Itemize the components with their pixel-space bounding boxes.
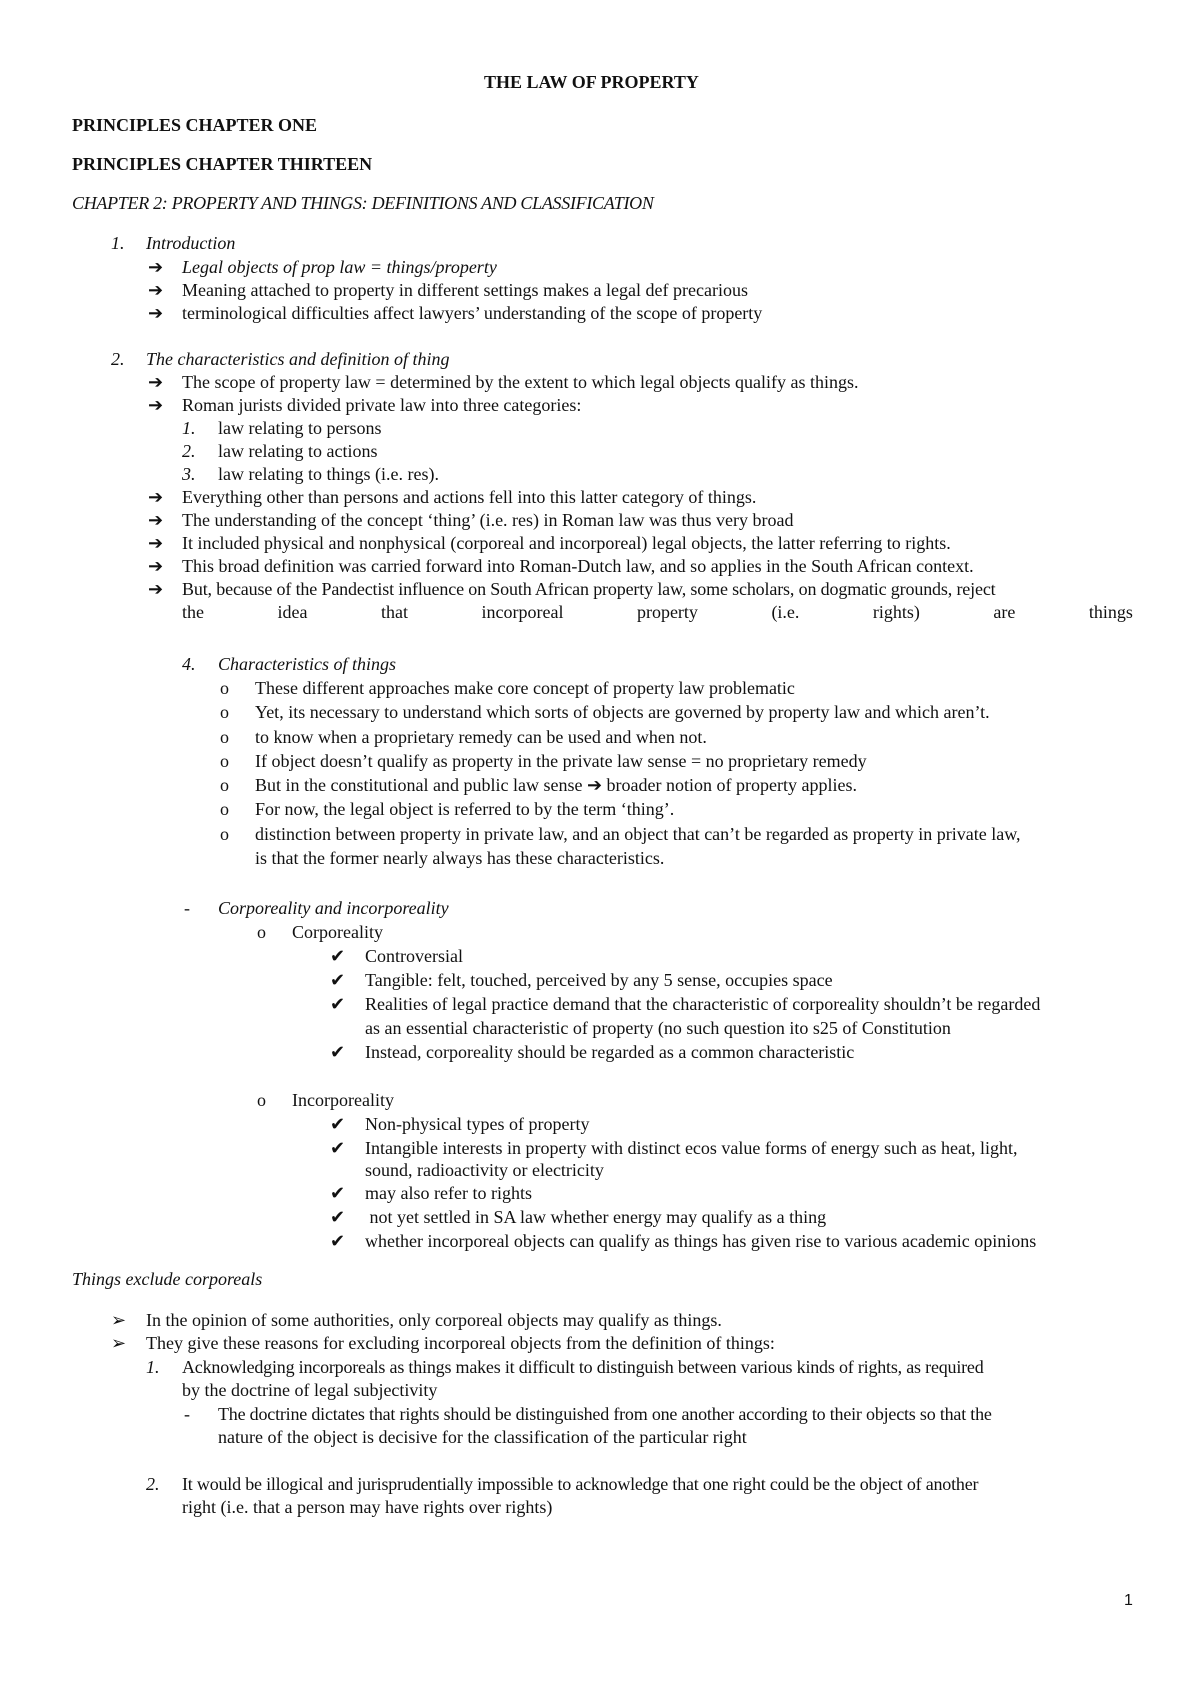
sub-number: 1. — [182, 418, 196, 438]
list-item: But, because of the Pandectist influence on South African property law, some scholars, on dogmatic grounds, reject — [182, 579, 996, 599]
list-item: to know when a proprietary remedy can be used and when not. — [255, 727, 707, 747]
sub-list-item: law relating to things (i.e. res). — [218, 464, 439, 484]
circle-bullet-icon: o — [220, 727, 229, 747]
check-bullet-icon: ✔ — [330, 1138, 346, 1158]
list-item-continuation: is that the former nearly always has these characteristics. — [255, 848, 665, 868]
heading-principles-chapter-one: PRINCIPLES CHAPTER ONE — [72, 115, 318, 135]
check-bullet-icon: ✔ — [330, 1183, 346, 1203]
list-item — [255, 773, 857, 797]
list-item: distinction between property in private law, and an object that can’t be regarded as property in private law, — [255, 824, 1021, 844]
section-title-characteristics-of-things: Characteristics of things — [218, 654, 397, 674]
arrow-bullet-icon: ➔ — [148, 280, 164, 300]
list-item: Controversial — [365, 946, 463, 966]
list-item: For now, the legal object is referred to by the term ‘thing’. — [255, 799, 675, 819]
sub-list-item: law relating to persons — [218, 418, 382, 438]
arrow-icon: ➔ — [586, 775, 603, 795]
check-bullet-icon: ✔ — [330, 970, 346, 990]
circle-bullet-icon: o — [257, 922, 266, 942]
check-bullet-icon: ✔ — [330, 946, 346, 966]
circle-bullet-icon: o — [220, 775, 229, 795]
list-item: The understanding of the concept ‘thing’ (i.e. res) in Roman law was thus very broad — [182, 510, 794, 530]
page-number: 1 — [1124, 1592, 1133, 1609]
list-item-continuation: sound, radioactivity or electricity — [365, 1160, 604, 1180]
reason-number: 1. — [146, 1357, 160, 1377]
list-item: Tangible: felt, touched, perceived by any 5 sense, occupies space — [365, 970, 833, 990]
word: property — [636, 602, 698, 622]
word: things — [1088, 602, 1133, 622]
section-title-characteristics-definition: The characteristics and definition of thing — [146, 349, 450, 369]
list-item: This broad definition was carried forward into Roman-Dutch law, and so applies in the South African context. — [182, 556, 974, 576]
reason-text: Acknowledging incorporeals as things makes it difficult to distinguish between various kinds of rights, as required — [182, 1357, 984, 1377]
list-item: The scope of property law = determined by the extent to which legal objects qualify as things. — [182, 372, 859, 392]
circle-bullet-icon: o — [220, 702, 229, 722]
section-title-introduction: Introduction — [146, 233, 236, 253]
sub-heading-corporeality: Corporeality — [292, 922, 383, 942]
heading-principles-chapter-thirteen: PRINCIPLES CHAPTER THIRTEEN — [72, 154, 373, 174]
circle-bullet-icon: o — [220, 751, 229, 771]
list-item: whether incorporeal objects can qualify as things has given rise to various academic opinions — [365, 1231, 1037, 1251]
sub-number: 3. — [182, 464, 196, 484]
triangle-bullet-icon: ➢ — [111, 1333, 127, 1353]
list-item: These different approaches make core concept of property law problematic — [255, 678, 795, 698]
arrow-bullet-icon: ➔ — [148, 533, 164, 553]
arrow-bullet-icon: ➔ — [148, 579, 164, 599]
document-title: THE LAW OF PROPERTY — [484, 72, 699, 92]
list-item: not yet settled in SA law whether energy may qualify as a thing — [365, 1207, 827, 1227]
sub-heading-incorporeality: Incorporeality — [292, 1090, 394, 1110]
circle-bullet-icon: o — [220, 824, 229, 844]
list-item: Intangible interests in property with distinct ecos value forms of energy such as heat, light, — [365, 1138, 1018, 1158]
circle-bullet-icon: o — [220, 678, 229, 698]
list-item: It included physical and nonphysical (corporeal and incorporeal) legal objects, the latter referring to rights. — [182, 533, 951, 553]
word: that — [380, 602, 408, 622]
list-item: If object doesn’t qualify as property in the private law sense = no proprietary remedy — [255, 751, 867, 771]
list-item: They give these reasons for excluding incorporeal objects from the definition of things: — [146, 1333, 775, 1353]
word: incorporeal — [481, 602, 564, 622]
list-item-continuation: as an essential characteristic of property (no such question ito s25 of Constitution — [365, 1018, 951, 1038]
dash-bullet: - — [184, 1404, 190, 1424]
list-item: Non-physical types of property — [365, 1114, 590, 1134]
arrow-bullet-icon: ➔ — [148, 257, 164, 277]
justified-line — [182, 600, 1133, 624]
list-item: Legal objects of prop law = things/property — [182, 257, 497, 277]
reason-text-continuation: by the doctrine of legal subjectivity — [182, 1380, 438, 1400]
word: (i.e. — [771, 602, 800, 622]
list-item: Realities of legal practice demand that the characteristic of corporeality shouldn’t be regarded — [365, 994, 1041, 1014]
chapter-heading: CHAPTER 2: PROPERTY AND THINGS: DEFINITIONS AND CLASSIFICATION — [72, 193, 654, 213]
sub-list-item: law relating to actions — [218, 441, 378, 461]
arrow-bullet-icon: ➔ — [148, 372, 164, 392]
list-item: Roman jurists divided private law into three categories: — [182, 395, 582, 415]
arrow-bullet-icon: ➔ — [148, 395, 164, 415]
list-item: terminological difficulties affect lawyers’ understanding of the scope of property — [182, 303, 763, 323]
reason-number: 2. — [146, 1474, 160, 1494]
arrow-bullet-icon: ➔ — [148, 510, 164, 530]
list-item-text: But in the constitutional and public law sense — [255, 775, 583, 795]
sub-reason-text: The doctrine dictates that rights should be distinguished from one another according to their objects so that the — [218, 1404, 992, 1424]
list-item: Everything other than persons and actions fell into this latter category of things. — [182, 487, 757, 507]
check-bullet-icon: ✔ — [330, 1207, 346, 1227]
circle-bullet-icon: o — [220, 799, 229, 819]
section-number: 2. — [111, 349, 125, 369]
sub-reason-text-continuation: nature of the object is decisive for the classification of the particular right — [218, 1427, 747, 1447]
arrow-bullet-icon: ➔ — [148, 487, 164, 507]
check-bullet-icon: ✔ — [330, 1114, 346, 1134]
list-item: Instead, corporeality should be regarded as a common characteristic — [365, 1042, 855, 1062]
triangle-bullet-icon: ➢ — [111, 1310, 127, 1330]
sub-number: 2. — [182, 441, 196, 461]
section-number: 4. — [182, 654, 196, 674]
list-item-text-cont: broader notion of property applies. — [606, 775, 857, 795]
check-bullet-icon: ✔ — [330, 994, 346, 1014]
arrow-bullet-icon: ➔ — [148, 303, 164, 323]
dash-bullet: - — [184, 898, 190, 918]
list-item: Meaning attached to property in different settings makes a legal def precarious — [182, 280, 748, 300]
reason-text-continuation: right (i.e. that a person may have rights over rights) — [182, 1497, 553, 1517]
arrow-bullet-icon: ➔ — [148, 556, 164, 576]
word: idea — [277, 602, 308, 622]
subsection-title-corporeality: Corporeality and incorporeality — [218, 898, 449, 918]
list-item: Yet, its necessary to understand which sorts of objects are governed by property law and which aren’t. — [255, 702, 990, 722]
check-bullet-icon: ✔ — [330, 1042, 346, 1062]
section-heading-things-exclude-corporeals: Things exclude corporeals — [72, 1269, 263, 1289]
section-number: 1. — [111, 233, 125, 253]
circle-bullet-icon: o — [257, 1090, 266, 1110]
word: rights) — [872, 602, 920, 622]
check-bullet-icon: ✔ — [330, 1231, 346, 1251]
word: are — [993, 602, 1016, 622]
reason-text: It would be illogical and jurisprudentially impossible to acknowledge that one right could be the object of another — [182, 1474, 979, 1494]
list-item: In the opinion of some authorities, only corporeal objects may qualify as things. — [146, 1310, 722, 1330]
word: the — [182, 602, 204, 622]
list-item: may also refer to rights — [365, 1183, 532, 1203]
